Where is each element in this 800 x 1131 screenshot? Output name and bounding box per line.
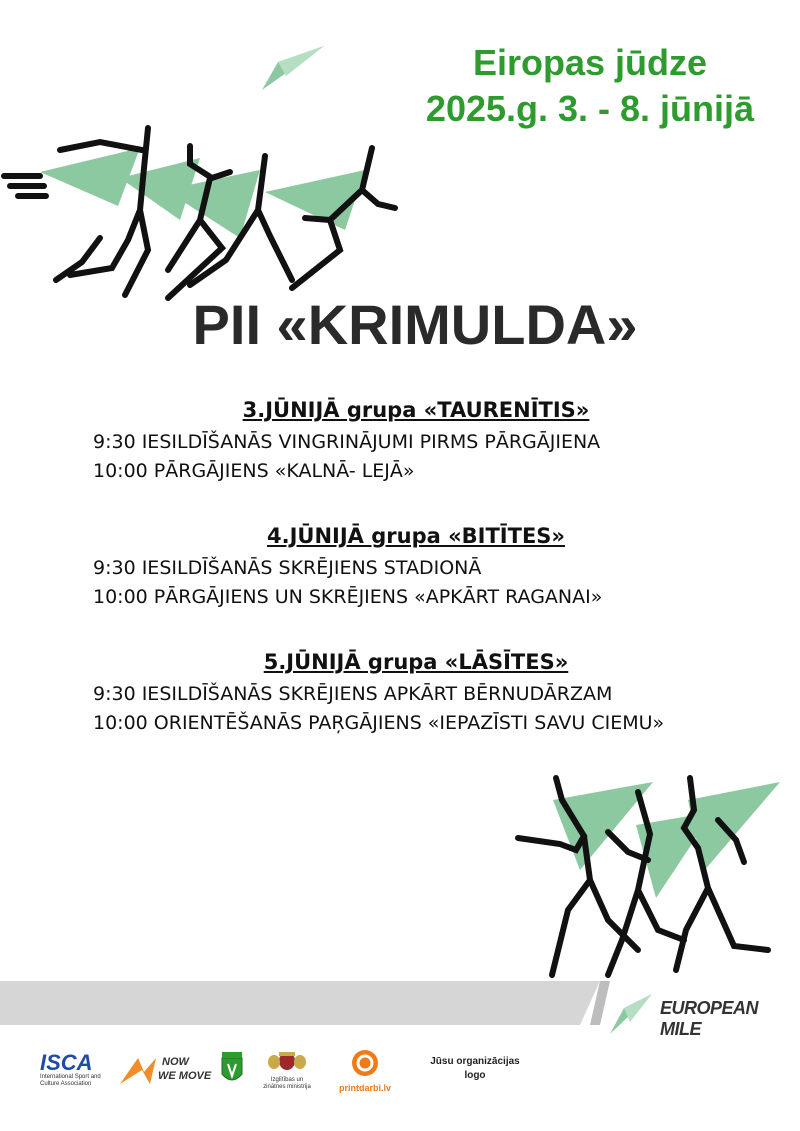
activity-item: 10:00 PĀRGĀJIENS «KALNĀ- LEJĀ» (93, 460, 415, 482)
isca-logo (40, 1052, 118, 1088)
isca-logo-text: ISCA (40, 1050, 93, 1075)
coat-of-arms-icon (262, 1050, 312, 1072)
logo-placeholder-line2: logo (464, 1070, 486, 1081)
logo-placeholder (420, 1055, 530, 1083)
lsfp-logo (220, 1052, 244, 1086)
european-mile-arrow-icon (258, 42, 330, 94)
day-heading: 3.JŪNIJĀ grupa «TAURENĪTIS» (242, 398, 590, 422)
isca-logo-subtitle: International Sport and Culture Association (40, 1074, 101, 1087)
schedule-day-2 (0, 524, 800, 612)
org-title: PII «KRIMULDA» (192, 293, 638, 356)
printdarbi-icon (350, 1048, 380, 1078)
day-heading: 5.JŪNIJĀ grupa «LĀSĪTES» (263, 650, 569, 674)
activity-item: 9:30 IESILDĪŠANĀS SKRĒJIENS STADIONĀ (93, 557, 482, 579)
printdarbi-logo-text: printdarbi.lv (338, 1083, 391, 1093)
european-mile-logo-icon (606, 990, 656, 1038)
now-we-move-icon (120, 1056, 160, 1086)
ministry-logo (262, 1050, 312, 1091)
lsfp-shield-icon (220, 1052, 244, 1086)
activity-item: 10:00 PĀRGĀJIENS UN SKRĒJIENS «APKĀRT RAGANAI» (93, 586, 603, 608)
activity-item: 9:30 IESILDĪŠANĀS VINGRINĀJUMI PIRMS PĀRGĀJIENA (93, 431, 601, 453)
schedule-day-3 (0, 650, 800, 738)
now-we-move-logo (120, 1054, 212, 1086)
event-dates: 2025.g. 3. - 8. jūnijā (425, 88, 755, 129)
day-heading: 4.JŪNIJĀ grupa «BITĪTES» (267, 524, 565, 548)
now-we-move-text-2: WE MOVE (158, 1070, 212, 1082)
printdarbi-logo (335, 1048, 395, 1093)
runners-illustration-bottom (508, 770, 798, 980)
logo-placeholder-line1: Jūsu organizācijas (430, 1056, 520, 1067)
schedule-day-1 (0, 398, 800, 486)
runners-illustration-top (0, 120, 410, 305)
ministry-logo-text: Izglītības un zinātnes ministrija (263, 1077, 311, 1090)
now-we-move-text-1: NOW (162, 1056, 189, 1068)
european-mile-label: EUROPEAN MILE (660, 998, 759, 1039)
event-name: Eiropas jūdze (472, 42, 708, 83)
activity-item: 9:30 IESILDĪŠANĀS SKRĒJIENS APKĀRT BĒRNUDĀRZAM (93, 683, 613, 705)
activity-item: 10:00 ORIENTĒŠANĀS PAŖGĀJIENS «IEPAZĪSTI SAVU CIEMU» (93, 712, 665, 734)
